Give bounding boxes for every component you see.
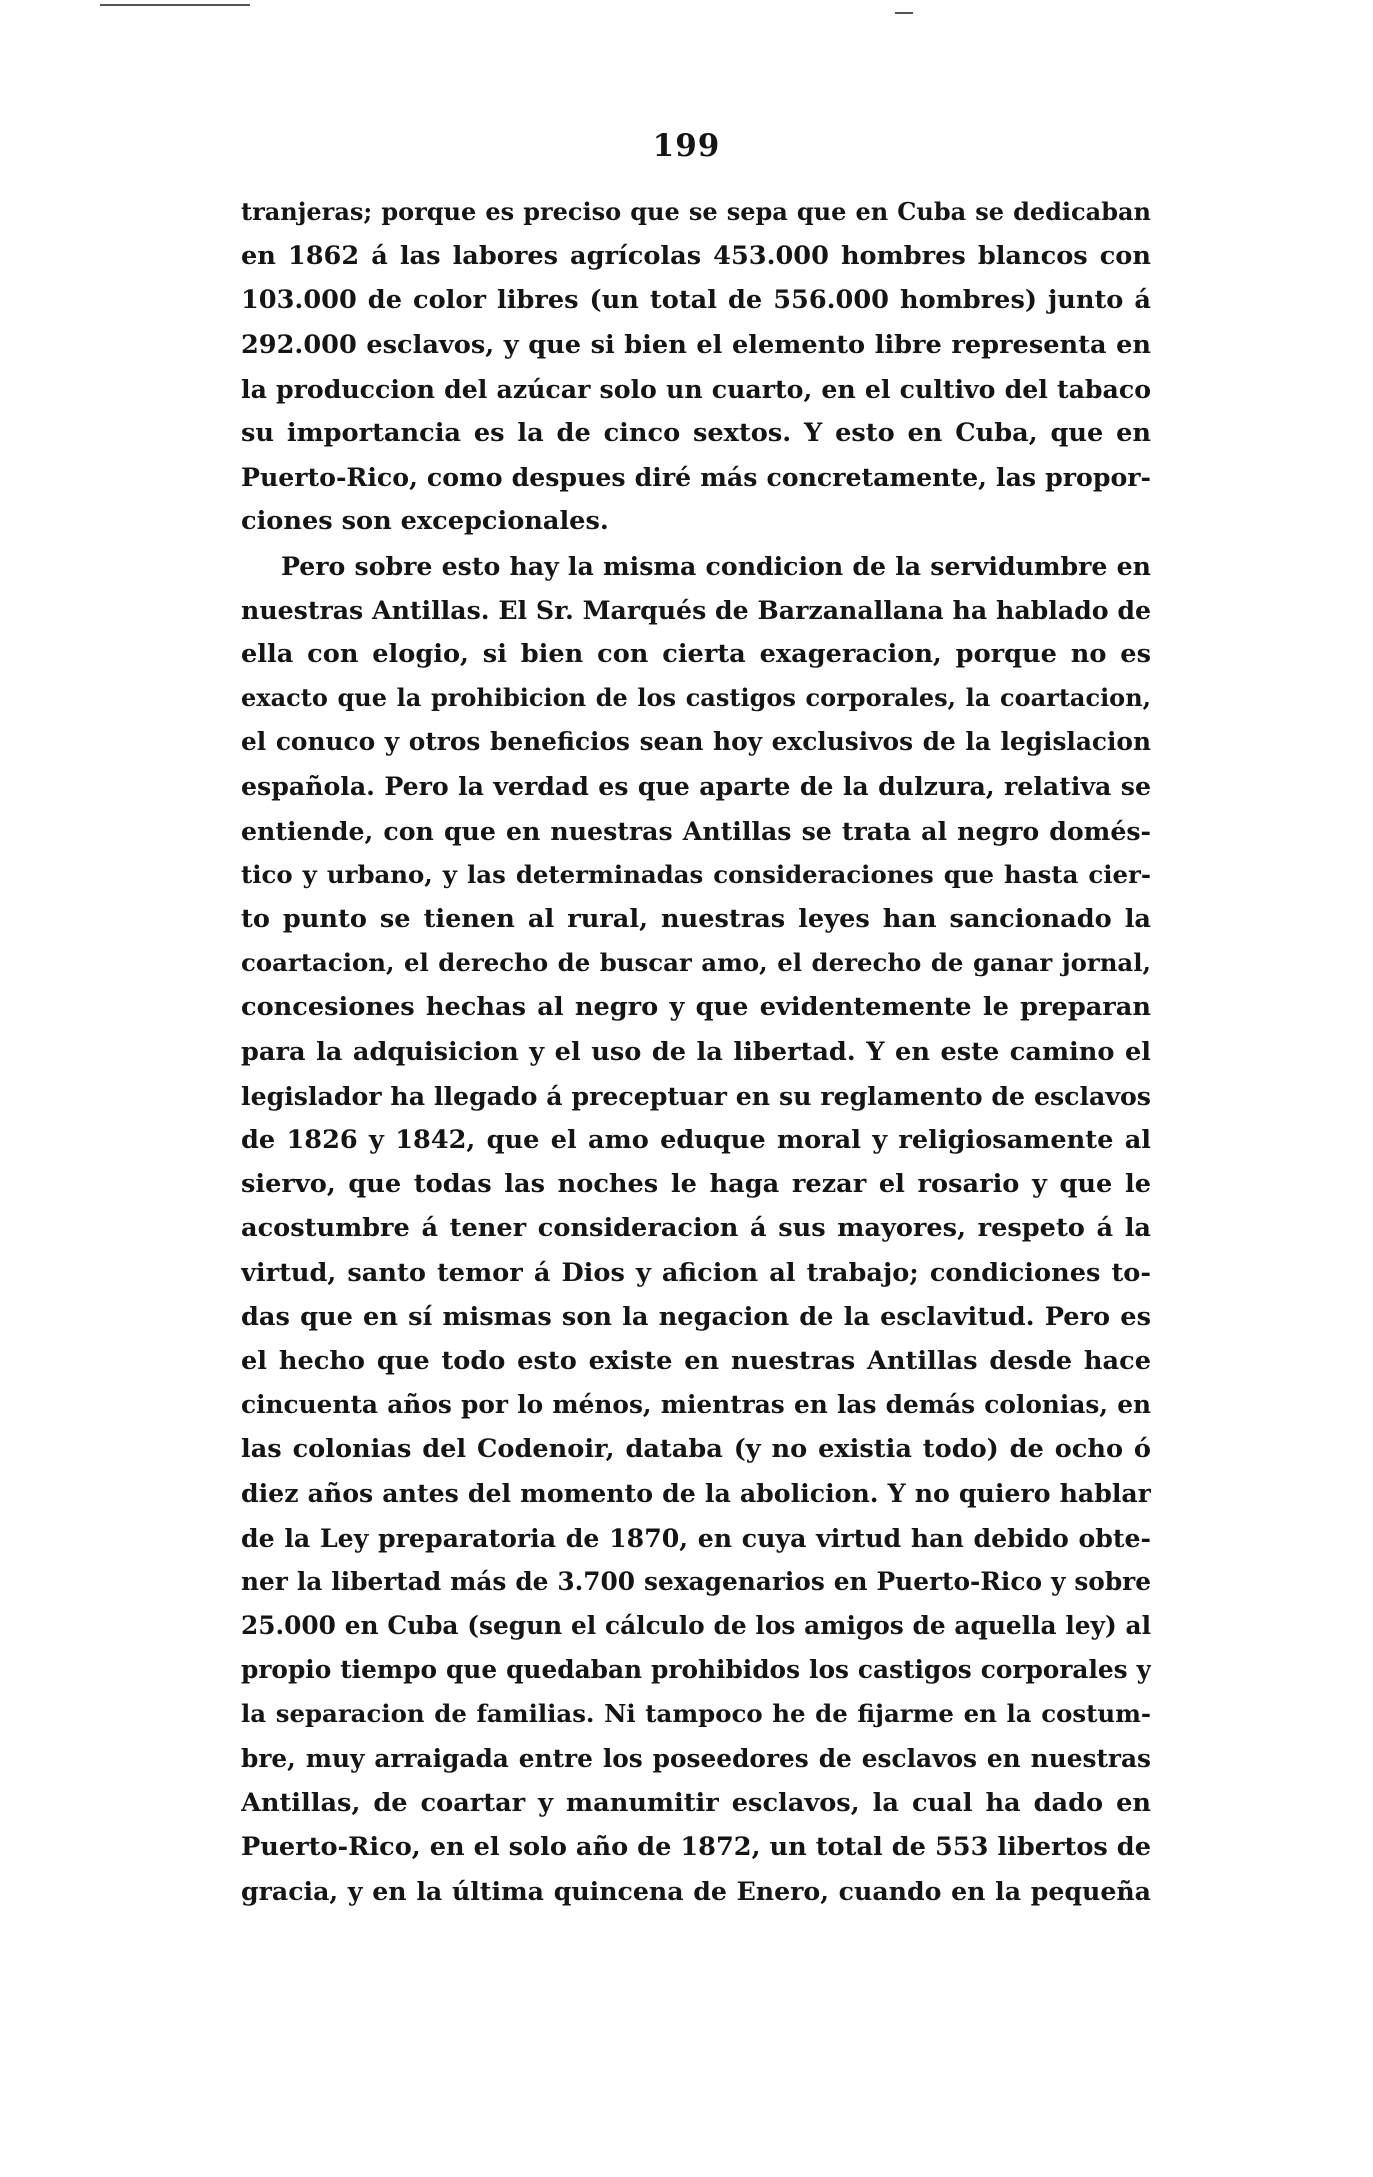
text-line: ella con elogio, si bien con cierta exageracion, porque no es — [241, 638, 1151, 669]
text-line: 103.000 de color libres (un total de 556.000 hombres) junto á — [241, 285, 1151, 316]
scan-edge-mark — [895, 12, 913, 14]
text-line: en 1862 á las labores agrícolas 453.000 hombres blancos con — [241, 241, 1151, 272]
text-line: 25.000 en Cuba (segun el cálculo de los amigos de aquella ley) al — [241, 1611, 1151, 1640]
text-line: acostumbre á tener consideracion á sus mayores, respeto á la — [241, 1213, 1151, 1244]
text-line: Puerto-Rico, como despues diré más concretamente, las propor- — [241, 462, 1151, 493]
text-line: para la adquisicion y el uso de la libertad. Y en este camino el — [241, 1036, 1151, 1067]
page-number: 199 — [652, 128, 721, 164]
text-line: de 1826 y 1842, que el amo eduque moral y religiosamente al — [241, 1124, 1151, 1155]
text-line: propio tiempo que quedaban prohibidos los castigos corporales y — [241, 1655, 1151, 1685]
text-line: virtud, santo temor á Dios y aficion al trabajo; condiciones to- — [241, 1257, 1151, 1288]
scan-edge-mark — [100, 4, 250, 6]
text-line: Antillas, de coartar y manumitir esclavos, la cual ha dado en — [241, 1787, 1151, 1818]
text-line: bre, muy arraigada entre los poseedores de esclavos en nuestras — [241, 1743, 1151, 1773]
text-line: legislador ha llegado á preceptuar en su reglamento de esclavos — [241, 1080, 1151, 1111]
text-line: entiende, con que en nuestras Antillas se trata al negro domés- — [241, 815, 1151, 846]
text-line: das que en sí mismas son la negacion de la esclavitud. Pero es — [241, 1301, 1151, 1332]
text-line: la produccion del azúcar solo un cuarto, en el cultivo del tabaco — [241, 373, 1151, 404]
text-line: el conuco y otros beneficios sean hoy exclusivos de la legislacion — [241, 727, 1151, 757]
text-line: española. Pero la verdad es que aparte de la dulzura, relativa se — [241, 771, 1151, 802]
text-line: Puerto-Rico, en el solo año de 1872, un total de 553 libertos de — [241, 1831, 1151, 1862]
text-line: las colonias del Codenoir, databa (y no existia todo) de ocho ó — [241, 1434, 1151, 1465]
text-line: cincuenta años por lo ménos, mientras en las demás colonias, en — [241, 1390, 1151, 1420]
text-line: ner la libertad más de 3.700 sexagenarios en Puerto-Rico y sobre — [241, 1566, 1151, 1596]
text-line: de la Ley preparatoria de 1870, en cuya virtud han debido obte- — [241, 1522, 1151, 1553]
text-line: su importancia es la de cinco sextos. Y esto en Cuba, que en — [241, 417, 1151, 448]
text-line: el hecho que todo esto existe en nuestras Antillas desde hace — [241, 1345, 1151, 1376]
text-line: coartacion, el derecho de buscar amo, el derecho de ganar jornal, — [241, 948, 1151, 978]
text-line: to punto se tienen al rural, nuestras leyes han sancionado la — [241, 904, 1151, 934]
body-text — [241, 190, 1151, 1913]
text-line: gracia, y en la última quincena de Enero, cuando en la pequeña — [241, 1876, 1151, 1907]
text-line: ciones son excepcionales. — [241, 506, 609, 537]
text-line: tico y urbano, y las determinadas consideraciones que hasta cier- — [241, 859, 1151, 889]
text-line: exacto que la prohibicion de los castigos corporales, la coartacion, — [241, 683, 1151, 713]
text-line: siervo, que todas las noches le haga rezar el rosario y que le — [241, 1169, 1151, 1200]
text-line: 292.000 esclavos, y que si bien el elemento libre representa en — [241, 329, 1151, 360]
text-line: concesiones hechas al negro y que evidentemente le preparan — [241, 992, 1151, 1023]
text-line: la separacion de familias. Ni tampoco he de fijarme en la costum- — [241, 1699, 1151, 1729]
text-line: diez años antes del momento de la abolicion. Y no quiero hablar — [241, 1478, 1151, 1509]
text-line: nuestras Antillas. El Sr. Marqués de Barzanallana ha hablado de — [241, 594, 1151, 625]
text-line: tranjeras; porque es preciso que se sepa que en Cuba se dedicaban — [241, 197, 1151, 226]
text-line: Pero sobre esto hay la misma condicion de la servidumbre en — [281, 550, 1151, 581]
